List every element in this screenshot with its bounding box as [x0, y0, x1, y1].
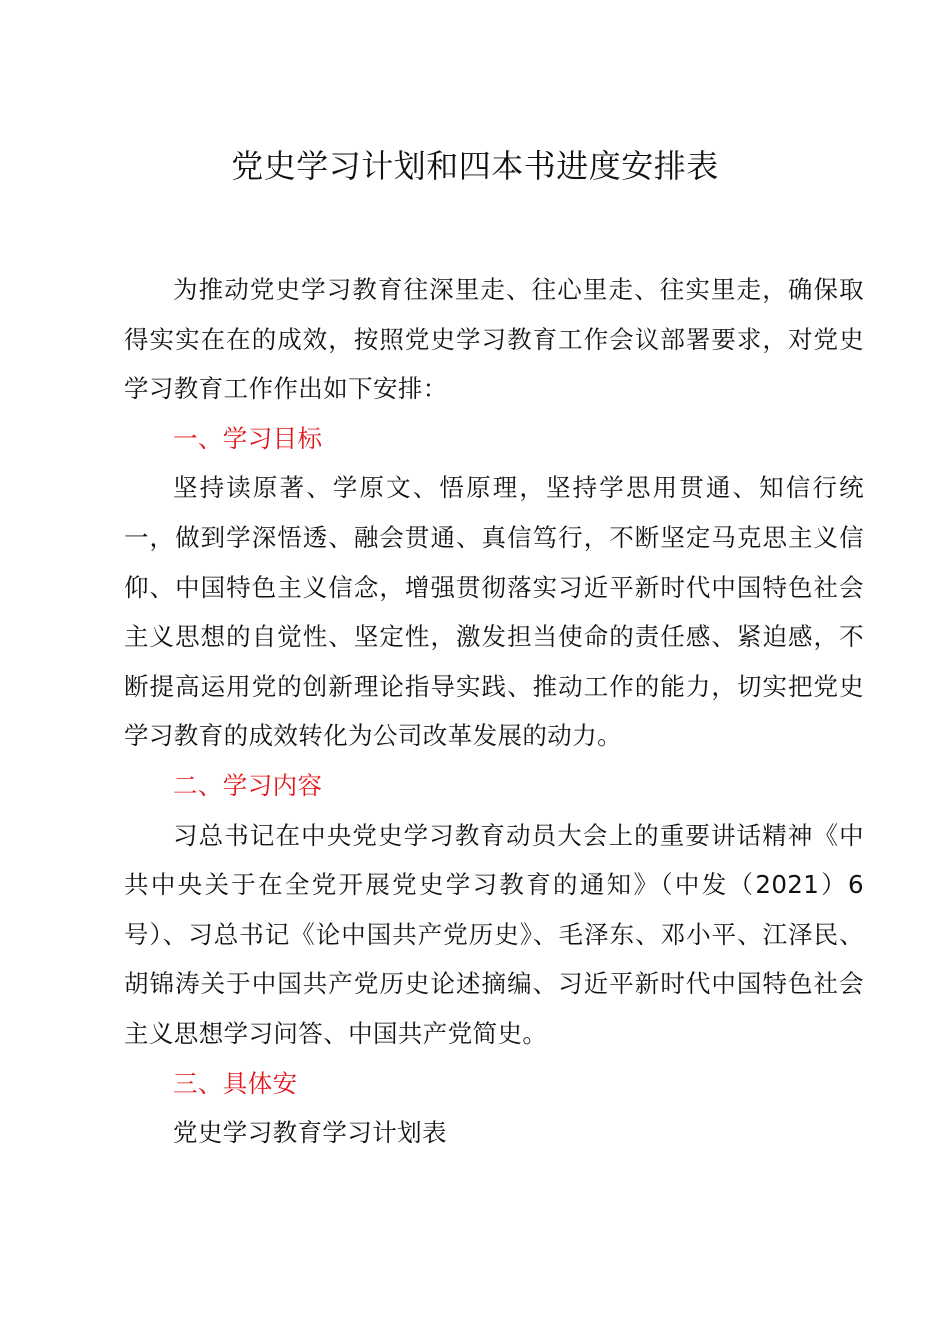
section-body-goals: 坚持读原著、学原文、悟原理，坚持学思用贯通、知信行统一，做到学深悟透、融会贯通、真信笃行，不断坚定马克思主义信仰、中国特色主义信念，增强贯彻落实习近平新时代中国特色社会主义思想的自觉性、坚定性，激发担当使命的责任感、紧迫感，不断提高运用党的创新理论指导实践、推动工作的能力，切实把党史学习教育的成效转化为公司改革发展的动力。	[124, 473, 864, 751]
section-body-arrangement: 党史学习教育学习计划表	[173, 1118, 447, 1148]
intro-paragraph: 为推动党史学习教育往深里走、往心里走、往实里走，确保取得实实在在的成效，按照党史学习教育工作会议部署要求，对党史学习教育工作作出如下安排：	[124, 275, 864, 404]
section-heading-arrangement: 三、具体安	[173, 1068, 298, 1098]
document-body	[124, 265, 864, 1158]
page-title: 党史学习计划和四本书进度安排表	[231, 147, 719, 185]
section-heading-content: 二、学习内容	[173, 770, 323, 800]
section-heading-goals: 一、学习目标	[173, 423, 323, 453]
section-body-content: 习总书记在中央党史学习教育动员大会上的重要讲话精神《中共中央关于在全党开展党史学习教育的通知》（中发（2021）6号）、习总书记《论中国共产党历史》、毛泽东、邓小平、江泽民、胡锦涛关于中国共产党历史论述摘编、习近平新时代中国特色社会主义思想学习问答、中国共产党简史。	[124, 820, 864, 1048]
